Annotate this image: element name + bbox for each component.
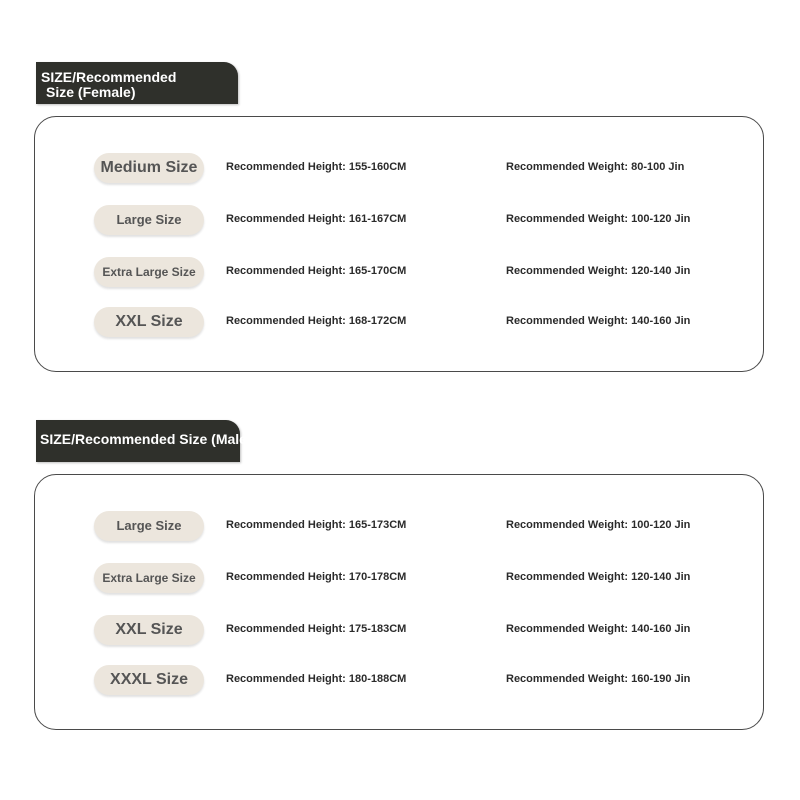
recommended-weight: Recommended Weight: 100-120 Jin (506, 519, 691, 531)
size-row (35, 257, 763, 291)
recommended-height: Recommended Height: 161-167CM (226, 213, 407, 225)
male-size-table (34, 474, 764, 730)
recommended-height: Recommended Height: 165-173CM (226, 519, 407, 531)
size-badge: XXL Size (94, 615, 204, 645)
female-tab-line2: Size (Female) (46, 84, 136, 100)
size-badge: XXXL Size (94, 665, 204, 695)
recommended-weight: Recommended Weight: 140-160 Jin (506, 315, 691, 327)
size-badge: XXL Size (94, 307, 204, 337)
recommended-weight: Recommended Weight: 120-140 Jin (506, 571, 691, 583)
female-section-tab (36, 62, 238, 104)
size-row (35, 511, 763, 545)
recommended-height: Recommended Height: 180-188CM (226, 673, 407, 685)
recommended-height: Recommended Height: 168-172CM (226, 315, 407, 327)
recommended-height: Recommended Height: 165-170CM (226, 265, 407, 277)
size-row (35, 153, 763, 187)
size-row (35, 615, 763, 649)
size-badge: Extra Large Size (94, 257, 204, 287)
recommended-height: Recommended Height: 155-160CM (226, 161, 407, 173)
recommended-weight: Recommended Weight: 100-120 Jin (506, 213, 691, 225)
female-size-table (34, 116, 764, 372)
size-badge: Medium Size (94, 153, 204, 183)
size-row (35, 665, 763, 699)
recommended-weight: Recommended Weight: 160-190 Jin (506, 673, 691, 685)
male-section-tab: SIZE/Recommended Size (Male) (36, 420, 240, 462)
size-row (35, 205, 763, 239)
recommended-weight: Recommended Weight: 140-160 Jin (506, 623, 691, 635)
female-tab-line1: SIZE/Recommended (41, 69, 177, 85)
recommended-weight: Recommended Weight: 120-140 Jin (506, 265, 691, 277)
recommended-height: Recommended Height: 170-178CM (226, 571, 407, 583)
recommended-weight: Recommended Weight: 80-100 Jin (506, 161, 685, 173)
size-row (35, 307, 763, 341)
size-badge: Large Size (94, 511, 204, 541)
recommended-height: Recommended Height: 175-183CM (226, 623, 407, 635)
size-badge: Large Size (94, 205, 204, 235)
size-row (35, 563, 763, 597)
size-badge: Extra Large Size (94, 563, 204, 593)
